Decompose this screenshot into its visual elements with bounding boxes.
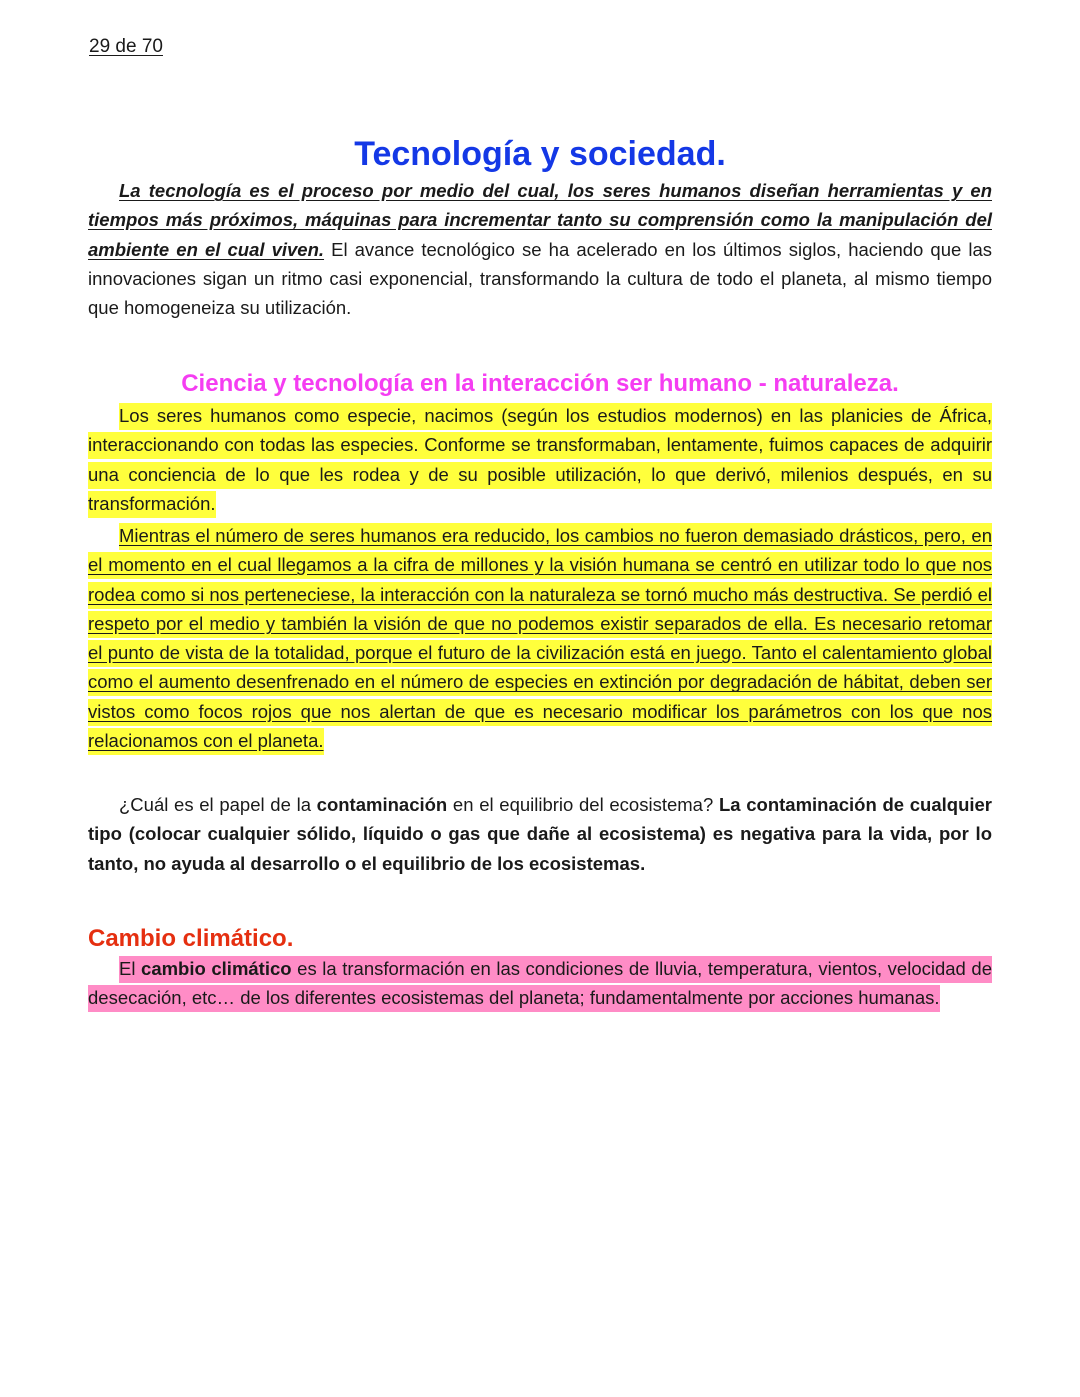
highlighted-underlined-text: Mientras el número de seres humanos era reducido, los cambios no fueron demasiado drásticos, pero, en el momento en el cual llegamos a la cifra de millones y la visión humana se centró en utilizar todo lo que nos rodea como si nos perteneciese, la interacción con la naturaleza se tornó mucho más destructiva. Se perdió el respeto por el medio y también la visión de que no podemos existir separados de ella. Es necesario retomar el punto de vista de la totalidad, porque el futuro de la civilización está en juego. Tanto el calentamiento global como el aumento desenfrenado en el número de especies en extinción por degradación de hábitat, deben ser vistos como focos rojos que nos alertan de que es necesario modificar los parámetros con los que nos relacionamos con el planeta. [88, 523, 992, 755]
section-title-nature: Ciencia y tecnología en la interacción ser humano - naturaleza. [181, 370, 899, 397]
climate-text-start: El [119, 958, 142, 979]
question-answer: La contaminación de cualquier tipo (colocar cualquier sólido, líquido o gas que dañe al ecosistema) es negativa para la vida, por lo tanto, no ayuda al desarrollo o el equilibrio de los ecosistemas. [88, 794, 992, 874]
question-text-end: en el equilibrio del ecosistema? [447, 794, 719, 815]
page-title: Tecnología y sociedad. [354, 135, 726, 173]
nature-paragraph-2 [88, 521, 992, 755]
question-text-start: ¿Cuál es el papel de la [119, 794, 317, 815]
nature-paragraph-1 [88, 401, 992, 518]
climate-paragraph [88, 954, 992, 1013]
climate-bold-term: cambio climático [141, 958, 292, 979]
section-title-climate: Cambio climático. [88, 925, 294, 952]
technology-definition: La tecnología es el proceso por medio del cual, los seres humanos diseñan herramientas y en tiempos más próximos, máquinas para incrementar tanto su comprensión como la manipulación del ambiente en el cual viven. [88, 180, 992, 260]
climate-text-end: es la transformación en las condiciones de lluvia, temperatura, vientos, velocidad de desecación, etc… de los diferentes ecosistemas del planeta; fundamentalmente por acciones humanas. [88, 958, 992, 1009]
intro-paragraph [88, 176, 992, 322]
pink-highlighted-text [88, 956, 992, 1012]
highlighted-text: Los seres humanos como especie, nacimos (según los estudios modernos) en las planicies de África, interaccionando con todas las especies. Conforme se transformaban, lentamente, fuimos capaces de adquirir una conciencia de lo que les rodea y de su posible utilización, lo que derivó, milenios después, en su transformación. [88, 403, 992, 518]
question-bold-term: contaminación [316, 794, 448, 815]
intro-continuation: El avance tecnológico se ha acelerado en los últimos siglos, haciendo que las innovaciones sigan un ritmo casi exponencial, transformando la cultura de todo el planeta, al mismo tiempo que homogeneiza su utilización. [88, 238, 993, 319]
page-number: 29 de 70 [89, 36, 163, 57]
pollution-question-paragraph [88, 790, 992, 878]
